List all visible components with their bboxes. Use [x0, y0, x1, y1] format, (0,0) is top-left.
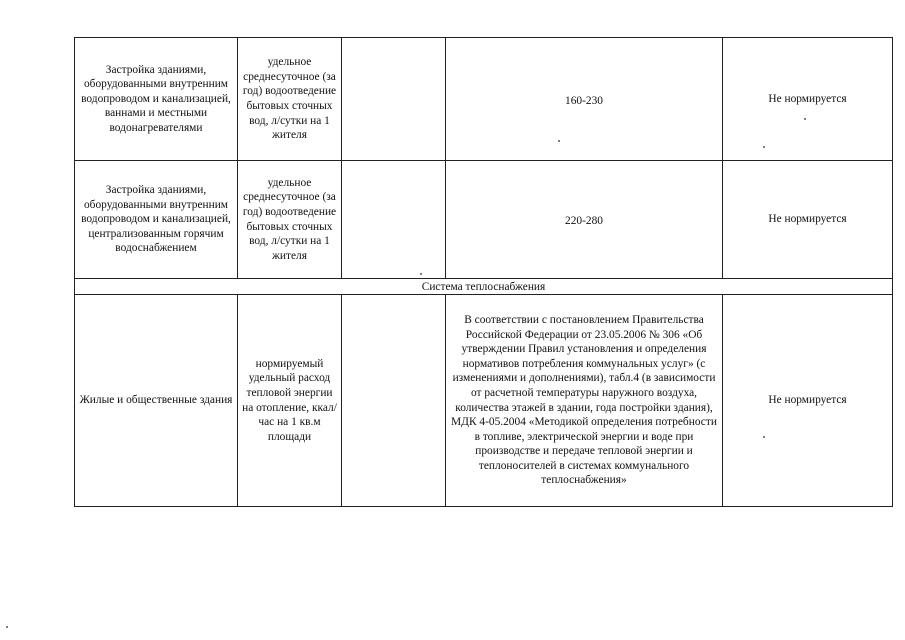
empty-cell — [342, 161, 446, 279]
table-row — [75, 38, 893, 161]
object-cell: Застройка зданиями, оборудованными внутренним водопроводом и канализацией, ваннами и местными водонагревателями — [75, 38, 238, 161]
scan-speck — [763, 436, 765, 438]
empty-cell — [342, 38, 446, 161]
indicator-cell: удельное среднесуточное (за год) водоотведение бытовых сточных вод, л/сутки на 1 жителя — [238, 38, 342, 161]
status-cell: Не нормируется — [723, 295, 893, 507]
table-row — [75, 161, 893, 279]
scan-speck — [804, 118, 806, 120]
status-text: Не нормируется — [768, 213, 847, 226]
object-cell: Жилые и общественные здания — [75, 295, 238, 507]
status-text: Не нормируется — [768, 92, 847, 105]
norms-table — [74, 37, 893, 507]
indicator-cell: нормируемый удельный расход тепловой энергии на отопление, ккал/час на 1 кв.м площади — [238, 295, 342, 507]
section-row — [75, 279, 893, 295]
object-cell: Застройка зданиями, оборудованными внутренним водопроводом и канализацией, централизованным горячим водоснабжением — [75, 161, 238, 279]
value-cell — [446, 161, 723, 279]
table-row — [75, 295, 893, 507]
scan-speck — [763, 146, 765, 148]
value-cell: В соответствии с постановлением Правительства Российской Федерации от 23.05.2006 № 306 «Об утверждении Правил установления и определения нормативов потребления коммунальных услуг» (с изменениями и дополнениями), табл.4 (в зависимости от расчетной температуры наружного воздуха, количества этажей в здании, года постройки здания), МДК 4-05.2004 «Методикой определения потребности в топливе, электрической энергии и воде при производстве и передаче тепловой энергии и теплоносителей в системах коммунального теплоснабжения» — [446, 295, 723, 507]
section-title: Система теплоснабжения — [75, 279, 893, 295]
empty-cell — [342, 295, 446, 507]
indicator-cell: удельное среднесуточное (за год) водоотведение бытовых сточных вод, л/сутки на 1 жителя — [238, 161, 342, 279]
value-cell — [446, 38, 723, 161]
value-text: 160-230 — [565, 94, 603, 107]
scan-speck — [6, 626, 8, 628]
status-cell — [723, 161, 893, 279]
scan-speck — [420, 273, 422, 275]
status-cell — [723, 38, 893, 161]
value-text: 220-280 — [565, 215, 603, 228]
scan-speck — [558, 140, 560, 142]
